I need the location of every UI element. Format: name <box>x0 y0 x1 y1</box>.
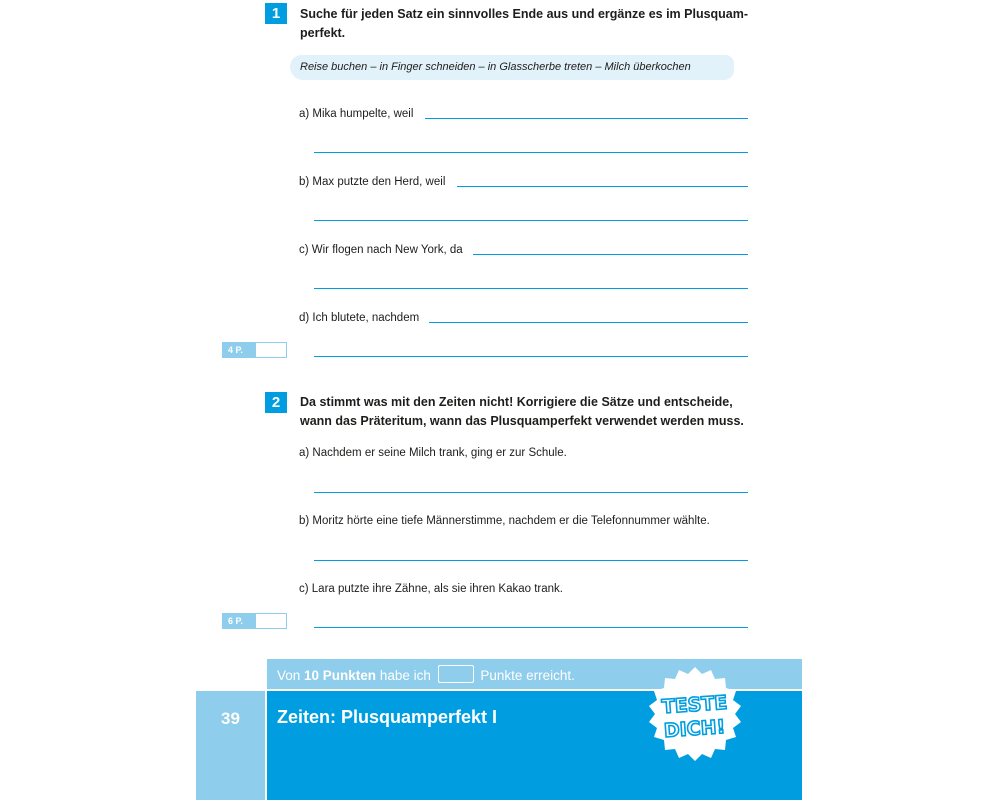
task-1-item-b: b) Max putzte den Herd, weil <box>299 176 446 188</box>
task-2-item-b: b) Moritz hörte eine tiefe Männerstimme, nachdem er die Telefonnummer wählte. <box>299 515 710 527</box>
answer-line-2a[interactable] <box>314 492 748 493</box>
task-1-item-a: a) Mika humpelte, weil <box>299 108 414 120</box>
answer-line-2c[interactable] <box>314 627 748 628</box>
score-text-start: Von <box>277 668 305 683</box>
footer-divider-vertical <box>265 659 267 800</box>
badge-text-line-2: DICH! <box>663 715 726 743</box>
task-1-item-c: c) Wir flogen nach New York, da <box>299 244 463 256</box>
score-text-end: Punkte erreicht. <box>476 668 575 683</box>
answer-line-1b-1[interactable] <box>457 186 748 187</box>
score-input-box[interactable] <box>438 665 474 683</box>
answer-line-1c-1[interactable] <box>473 254 748 255</box>
answer-line-1d-2[interactable] <box>314 356 748 357</box>
task-1-instruction: Suche für jeden Satz ein sinnvolles Ende aus und ergänze es im Plusquam-perfekt. <box>300 7 749 40</box>
chapter-title: Zeiten: Plusquamperfekt I <box>277 707 498 727</box>
answer-line-1d-1[interactable] <box>429 322 748 323</box>
answer-line-1a-2[interactable] <box>314 152 748 153</box>
task-2-points-label: 6 P. <box>223 614 256 628</box>
task-1-item-d: d) Ich blutete, nachdem <box>299 312 420 324</box>
answer-line-1a-1[interactable] <box>425 118 748 119</box>
task-2-item-c: c) Lara putzte ihre Zähne, als sie ihren Kakao trank. <box>299 583 564 595</box>
task-1-points-label: 4 P. <box>223 343 256 357</box>
task-1-points-box[interactable] <box>222 342 287 358</box>
score-text-middle: habe ich <box>376 668 431 683</box>
task-2-item-a: a) Nachdem er seine Milch trank, ging er zur Schule. <box>299 447 567 459</box>
teste-dich-badge <box>645 664 745 764</box>
task-1-number: 1 <box>265 3 287 24</box>
badge-text-line-1: TESTE <box>661 691 729 719</box>
answer-line-1c-2[interactable] <box>314 288 748 289</box>
score-total: 10 Punkten <box>304 668 377 683</box>
answer-line-2b[interactable] <box>314 560 748 561</box>
task-2-points-box[interactable] <box>222 613 287 629</box>
answer-line-1b-2[interactable] <box>314 220 748 221</box>
word-bank: Reise buchen – in Finger schneiden – in Glasscherbe treten – Milch überkochen <box>290 55 734 80</box>
task-2-instruction: Da stimmt was mit den Zeiten nicht! Korrigiere die Sätze und entscheide, wann das Präteritum, wann das Plusquamperfekt verwendet werden muss. <box>300 395 744 428</box>
task-2-number: 2 <box>265 392 287 413</box>
page-number: 39 <box>196 691 265 800</box>
